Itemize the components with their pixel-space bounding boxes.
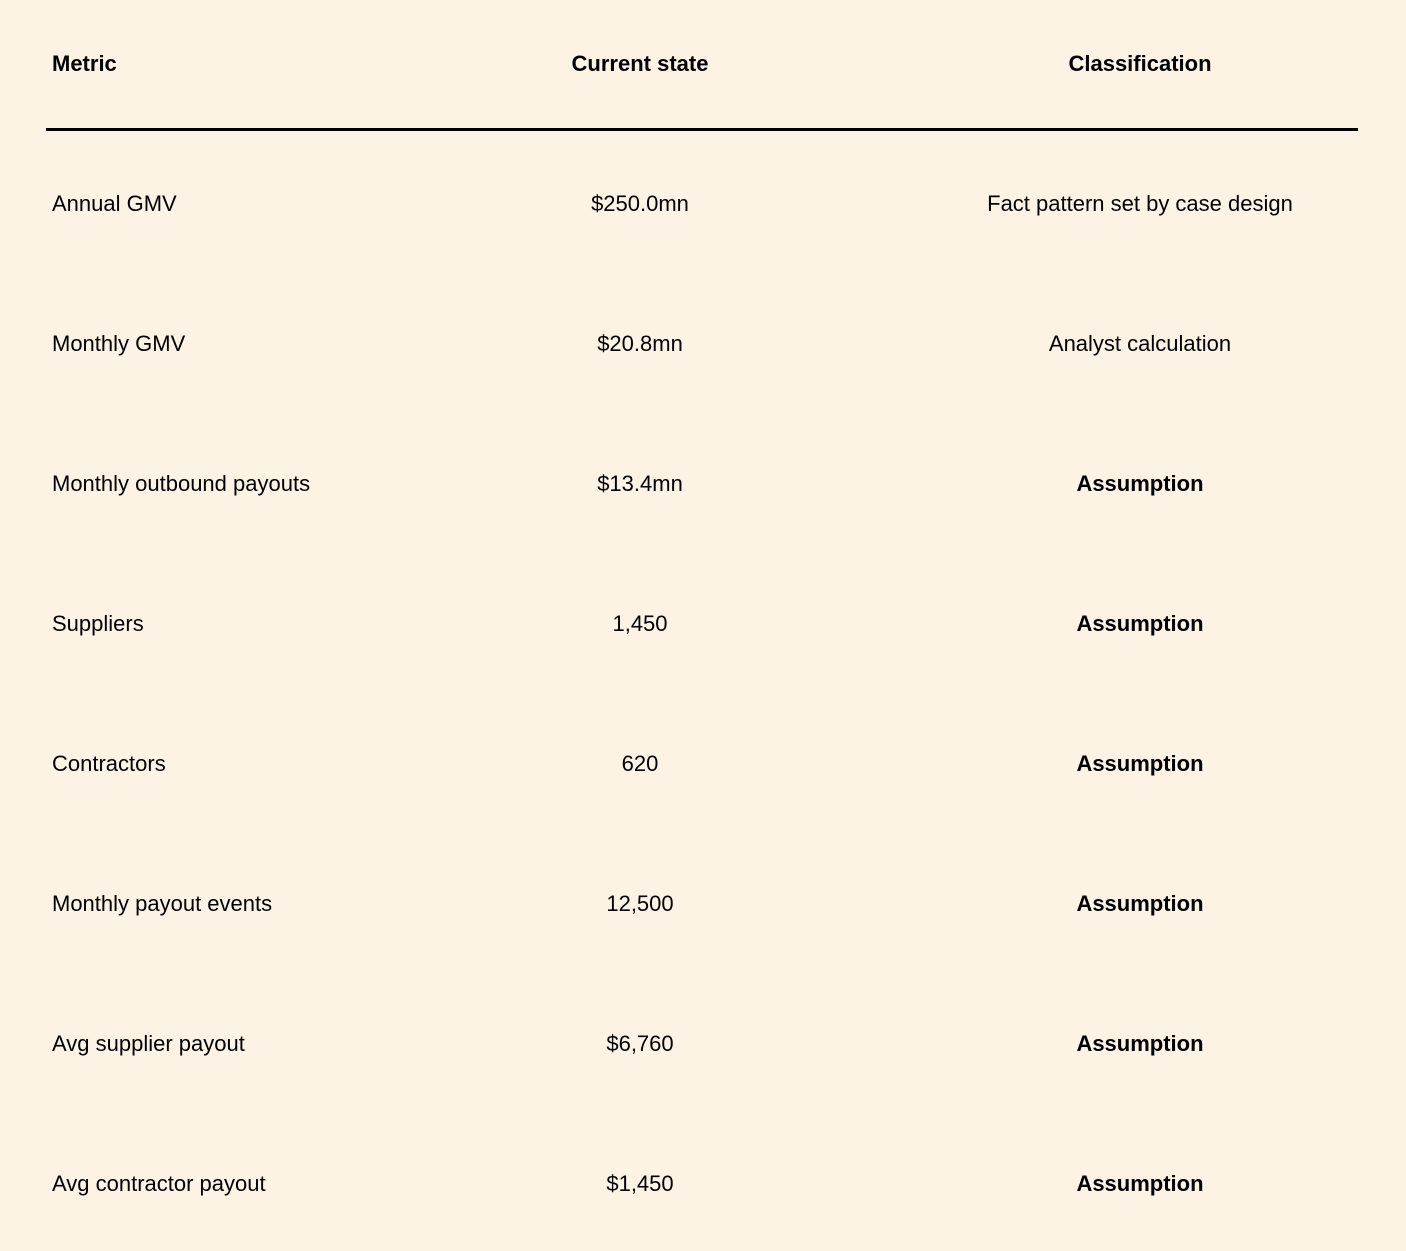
table-row <box>46 1111 1358 1251</box>
current-state-cell: 1,450 <box>612 611 668 636</box>
current-state-cell: 620 <box>621 751 659 776</box>
table-row <box>46 411 1358 551</box>
header-current-state: Current state <box>571 51 709 76</box>
metrics-table <box>46 0 1358 1251</box>
table-row <box>46 271 1358 411</box>
current-state-cell: $250.0mn <box>591 191 689 216</box>
classification-cell: Fact pattern set by case design <box>987 191 1293 216</box>
table-row <box>46 691 1358 831</box>
metric-cell: Contractors <box>52 751 166 776</box>
classification-cell: Assumption <box>1076 891 1204 916</box>
metric-cell: Suppliers <box>52 611 144 636</box>
current-state-cell: $20.8mn <box>597 331 683 356</box>
header-classification: Classification <box>1068 51 1212 76</box>
metric-cell: Annual GMV <box>52 191 177 216</box>
classification-cell: Assumption <box>1076 1031 1204 1056</box>
current-state-cell: $1,450 <box>606 1171 674 1196</box>
classification-cell: Analyst calculation <box>1048 331 1232 356</box>
metric-cell: Avg contractor payout <box>52 1171 266 1196</box>
table-row <box>46 131 1358 271</box>
current-state-cell: 12,500 <box>606 891 674 916</box>
current-state-cell: $13.4mn <box>597 471 683 496</box>
table-header <box>46 0 1358 131</box>
classification-cell: Assumption <box>1076 611 1204 636</box>
current-state-cell: $6,760 <box>606 1031 674 1056</box>
classification-cell: Assumption <box>1076 751 1204 776</box>
table-row <box>46 831 1358 971</box>
table-row <box>46 971 1358 1111</box>
header-metric: Metric <box>52 51 117 76</box>
classification-cell: Assumption <box>1076 471 1204 496</box>
metric-cell: Monthly GMV <box>52 331 186 356</box>
classification-cell: Assumption <box>1076 1171 1204 1196</box>
table-row <box>46 551 1358 691</box>
metric-cell: Monthly outbound payouts <box>52 471 311 496</box>
metric-cell: Avg supplier payout <box>52 1031 245 1056</box>
metric-cell: Monthly payout events <box>52 891 273 916</box>
